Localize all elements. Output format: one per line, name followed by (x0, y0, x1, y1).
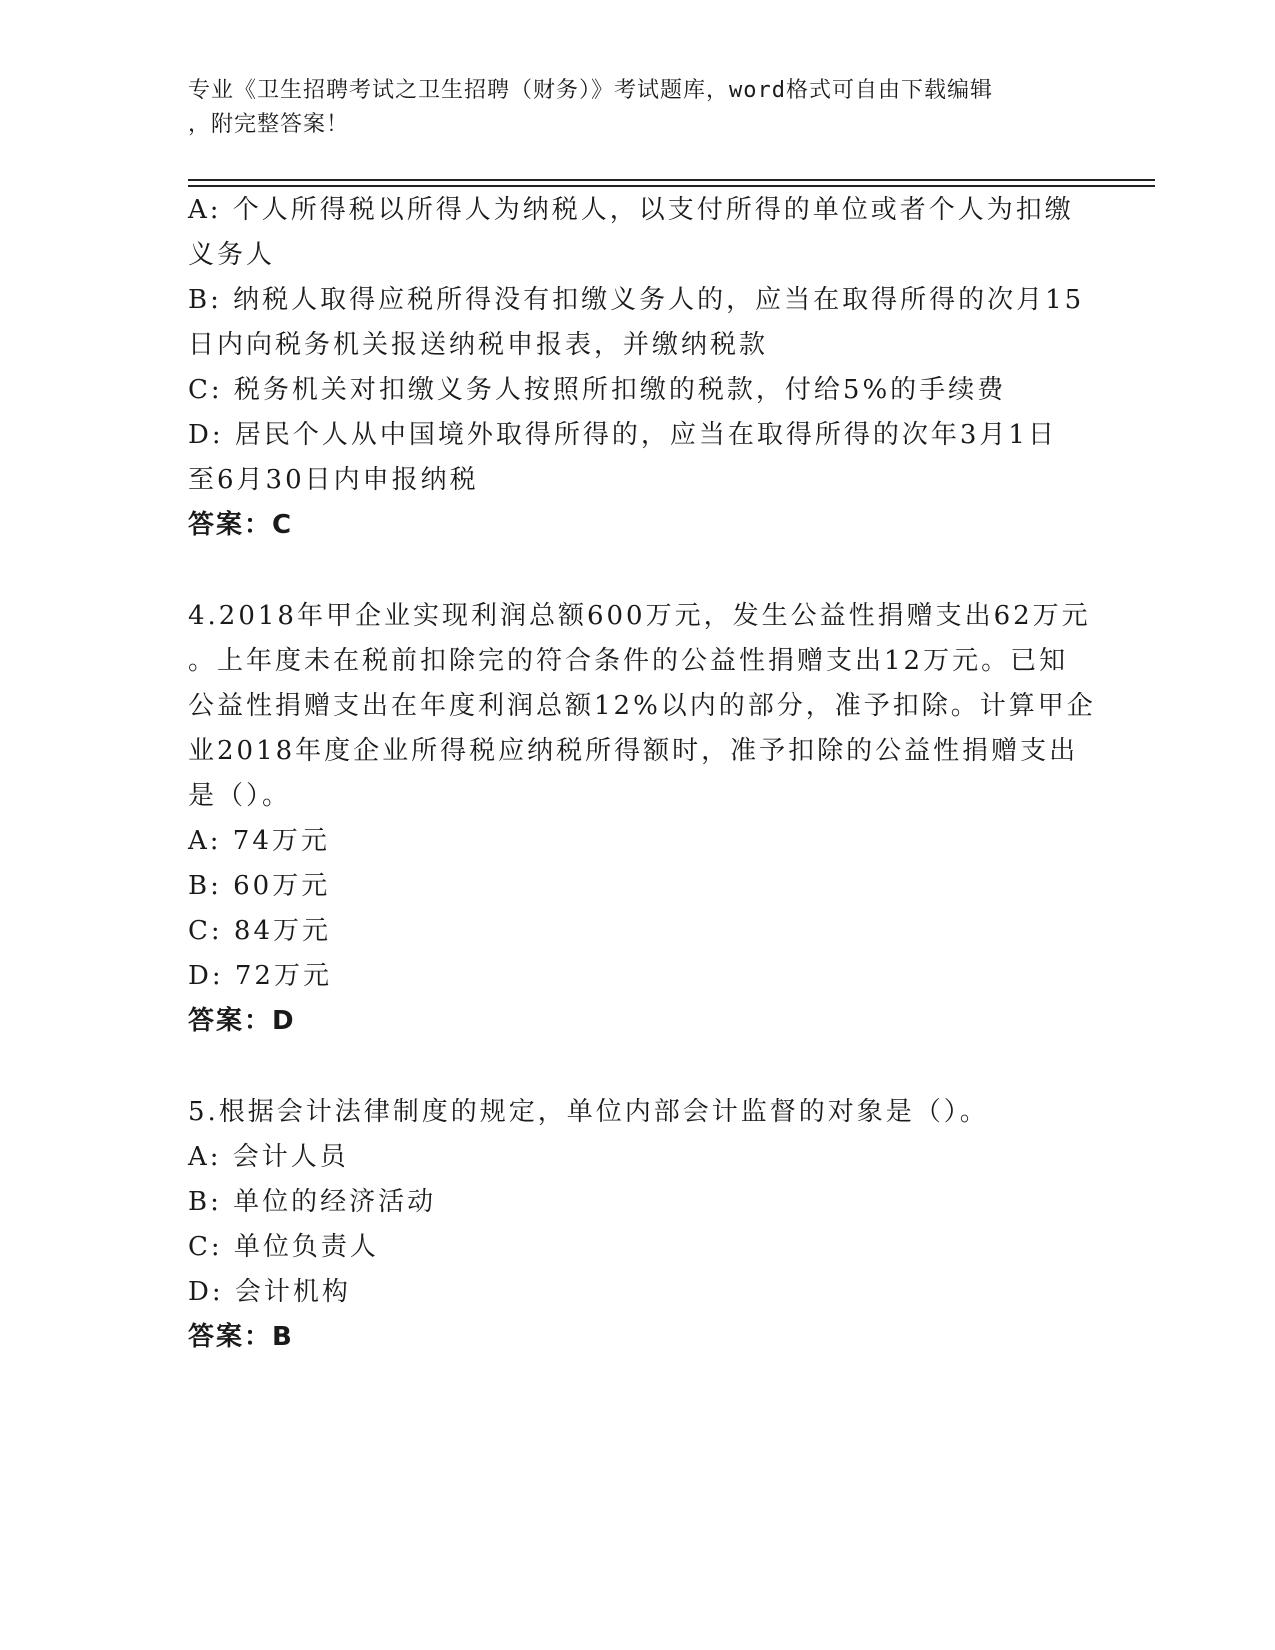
question-stem: 5.根据会计法律制度的规定，单位内部会计监督的对象是（）。 (188, 1097, 989, 1127)
option-d: D: 会计机构 (188, 1277, 351, 1307)
question-stem-line-5: 是（）。 (188, 781, 292, 811)
spacer (188, 548, 1088, 594)
question-4 (188, 594, 1096, 1044)
document-body (188, 188, 1096, 1360)
question-5 (188, 1090, 1088, 1360)
question-stem-line-1: 4.2018年甲企业实现利润总额600万元，发生公益性捐赠支出62万元 (188, 601, 1091, 631)
option-c: C: 税务机关对扣缴义务人按照所扣缴的税款，付给5%的手续费 (188, 375, 1007, 405)
question-3-options (188, 188, 1088, 548)
option-a-line-1: A: 个人所得税以所得人为纳税人，以支付所得的单位或者个人为扣缴 (188, 195, 1074, 225)
option-b-line-1: B: 纳税人取得应税所得没有扣缴义务人的，应当在取得所得的次月15 (188, 285, 1085, 315)
question-stem-line-4: 业2018年度企业所得税应纳税所得额时，准予扣除的公益性捐赠支出 (188, 736, 1079, 766)
answer-label: 答案：D (188, 1006, 296, 1036)
header-divider-top (188, 179, 1155, 181)
spacer (188, 1044, 1088, 1090)
option-b-line-2: 日内向税务机关报送纳税申报表，并缴纳税款 (188, 330, 769, 360)
option-a: A: 会计人员 (188, 1142, 349, 1172)
question-stem-line-2: 。上年度未在税前扣除完的符合条件的公益性捐赠支出12万元。已知 (188, 646, 1069, 676)
document-header (188, 74, 1068, 142)
option-d: D: 72万元 (188, 961, 332, 991)
option-c: C: 84万元 (188, 916, 332, 946)
option-d-line-1: D: 居民个人从中国境外取得所得的，应当在取得所得的次年3月1日 (188, 420, 1057, 450)
option-c: C: 单位负责人 (188, 1232, 379, 1262)
header-line-1: 专业《卫生招聘考试之卫生招聘（财务）》考试题库，word格式可自由下载编辑 (188, 78, 993, 103)
answer-label: 答案：C (188, 510, 294, 540)
option-b: B: 单位的经济活动 (188, 1187, 437, 1217)
option-d-line-2: 至6月30日内申报纳税 (188, 465, 479, 495)
question-stem-line-3: 公益性捐赠支出在年度利润总额12%以内的部分，准予扣除。计算甲企 (188, 691, 1096, 721)
answer-label: 答案：B (188, 1322, 294, 1352)
option-a-line-2: 义务人 (188, 240, 276, 270)
option-a: A: 74万元 (188, 826, 330, 856)
option-b: B: 60万元 (188, 871, 331, 901)
header-line-2: ，附完整答案！ (188, 112, 350, 137)
header-divider-bottom (188, 185, 1155, 187)
